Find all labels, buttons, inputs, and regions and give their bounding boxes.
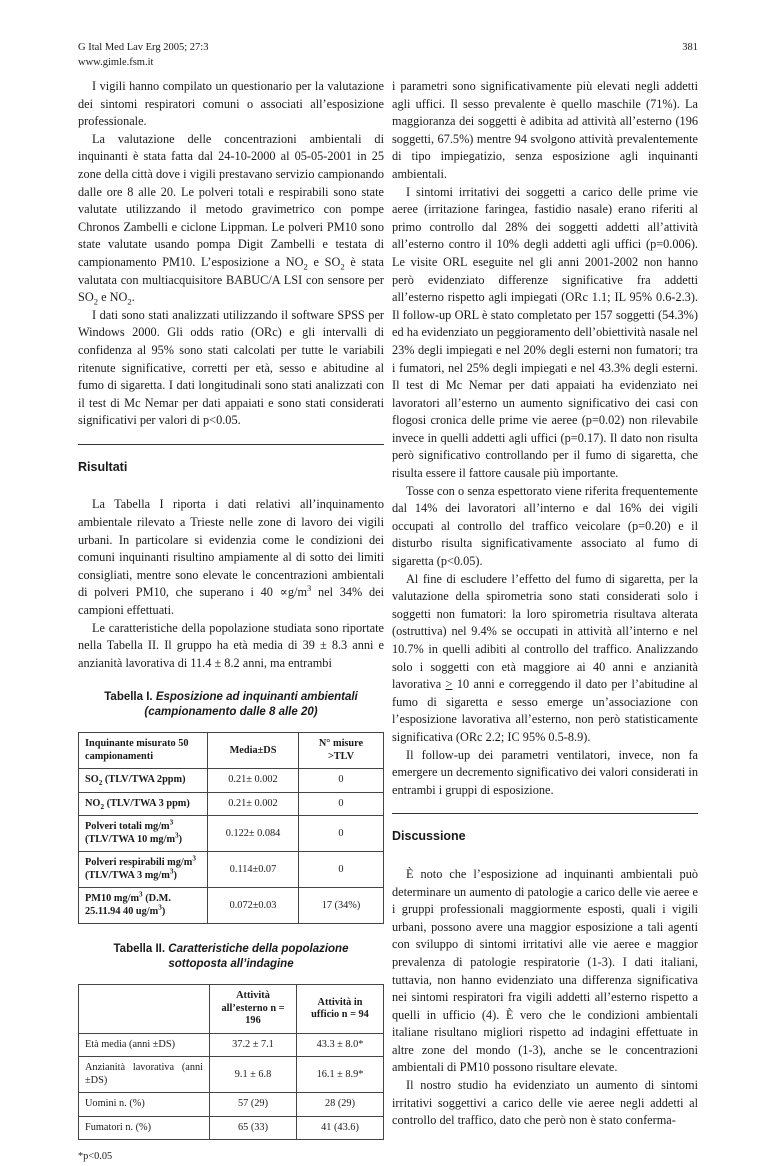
table2: [78, 984, 384, 1140]
table1-caption: Tabella I. Esposizione ad inquinanti ambientali (campionamento dalle 8 alle 20): [104, 691, 358, 719]
table-row: $NO_2$ (TLV/TWA 3 ppm) 0.21± 0.002 0: [79, 792, 384, 816]
paragraph: I sintomi irritativi dei soggetti a carico delle prime vie aeree (irritazione faringea, fastidio nasale) erano riferiti al primo controllo dal 28% dei soggetti addetti all’attività all’esterno contro il 10% degli addetti agli uffici (p=0.006). Le visite ORL eseguite nel gli anni 2001-2002 non hanno però evidenziato differenze significative fra addetti all’esterno rispetto agli impiegati (ORc 1.1; IL 95% 0.6-2.3). Il follow-up ORL è stato completato per 157 soggetti (54.3%) ed ha evidenziato un peggioramento dell’obiettività nasale nel 23% degli impiegati e nel 20% degli esterni non fumatori; tra i fumatori, nel 25% degli impiegati e nel 43.3% degli esterni. Il test di Mc Nemar per dati appaiati ha evidenziato nei lavoratori all’esterno un aumento significativo dei casi con flogosi cronica delle prime vie aeree (p=0.02) non rilevabile invece in quelli addetti agli uffici (p=0.17). Il dato non risulta però significativo controllando per il fumo di sigaretta, che risulta essere il fattore causale più importante.: [392, 184, 698, 481]
left-column: [78, 78, 384, 1166]
paragraph: I vigili hanno compilato un questionario per la valutazione dei sintomi respiratori comuni o associati all’esposizione professionale.: [78, 79, 384, 129]
table1: [78, 732, 384, 924]
paragraph: I dati sono stati analizzati utilizzando il software SPSS per Windows 2000. Gli odds ratio (ORc) e gli intervalli di confidenza al 95% sono stati calcolati per tutte le variabili ritenute significative, corretti per età, sesso e abitudine al fumo di sigaretta. I dati longitudinali sono stati analizzati con il test di Mc Nemar per dati appaiati e sono stati considerati significativi per valori di p<0.05.: [78, 307, 384, 428]
paragraph: Tosse con o senza espettorato viene riferita frequentemente dal 14% dei lavoratori all’interno e dal 16% dei vigili occupati al controllo del traffico veicolare (p=0.20) e il disturbo risulta significativamente associato al fumo di sigaretta (p<0.05).: [392, 483, 698, 569]
paragraph: Le caratteristiche della popolazione studiata sono riportate nella Tabella II. Il gruppo ha età media di 39 ± 8.3 anni e anzianità lavorativa di 11.4 ± 8.2 anni, ma entrambi: [78, 620, 384, 670]
paragraph: Il follow-up dei parametri ventilatori, invece, non fa emergere un decremento significativo dei valori considerati in entrambi i gruppi di esposizione.: [392, 747, 698, 797]
paragraph: Il nostro studio ha evidenziato un aumento di sintomi irritativi soggettivi a carico delle vie aeree negli addetti al controllo del traffico, dato che però non è stato conferma-: [392, 1078, 698, 1128]
table-row: PM10 $mg/m^3$ (D.M. 25.11.94 40 $ug/m^3$) 0.072±0.03 17 (34%): [79, 888, 384, 924]
paragraph: La Tabella I riporta i dati relativi all’inquinamento ambientale rilevato a Trieste nelle zone di lavoro dei vigili urbani. In particolare si evidenzia come le condizioni dei comuni inquinanti risultino ampiamente al di sotto dei limiti consigliati, mentre sono elevate le concentrazioni ambientali di polveri PM10, che superano i $40 \propto g/m^3$ nel 34% dei campioni effettuati.: [78, 497, 384, 618]
table-row: Fumatori n. (%) 65 (33) 41 (43.6): [79, 1116, 384, 1140]
section-heading-discussione: Discussione: [392, 813, 698, 846]
table-header-row: [79, 733, 384, 769]
journal-citation: G Ital Med Lav Erg 2005; 27:3: [78, 42, 209, 53]
table-header-cell: Attività in ufficio n = 94: [297, 985, 384, 1034]
table-row: Uomini n. (%) 57 (29) 28 (29): [79, 1093, 384, 1117]
table2-caption: Tabella II. Caratteristiche della popolazione sottoposta all’indagine: [113, 943, 349, 971]
table-header-row: [79, 985, 384, 1034]
table-header-cell: Inquinante misurato 50 campionamenti: [79, 733, 208, 769]
table-row: Età media (anni ±DS) 37.2 ± 7.1 43.3 ± 8.0*: [79, 1033, 384, 1057]
table-header-cell: [79, 985, 210, 1034]
right-column: [392, 78, 698, 1130]
table2-footnote: *p<0.05: [78, 1151, 113, 1163]
paragraph: i parametri sono significativamente più elevati negli addetti agli uffici. Il sesso prevalente è quello maschile (71%). La maggioranza dei soggetti è adibita ad attività all’esterno (196 soggetti, 67.5%) mentre 94 svolgono attività prevalentemente di tipo impiegatizio, senza esposizione agli inquinanti ambientali.: [392, 79, 698, 181]
running-header: [78, 40, 208, 70]
paragraph: È noto che l’esposizione ad inquinanti ambientali può determinare un aumento di patologie a carico delle vie aeree e i gruppi professionali maggiormente esposti, quali i vigili urbani, possono avere una maggior esposizione a tali agenti con sviluppo di sintomi irritativi alle vie aeree e maggior prevalenza di patologie respiratorie (1-3). I dati italiani, tuttavia, non hanno evidenziato una differenza significativa nei sintomi respiratori fra vigili addetti all’esterno rispetto a quelli in ufficio (4). È vero che le condizioni ambientali italiane risultano migliori rispetto ad indagini effettuate in altre zone del mondo (1-3), anche se le concentrazioni ambientali di PM10 possono risultare elevate.: [392, 866, 698, 1075]
paragraph: Al fine di escludere l’effetto del fumo di sigaretta, per la valutazione della spirometria sono stati considerati solo i soggetti non fumatori: la loro spirometria risultava alterata (ostruttiva) nel 9.4% se occupati in attività all’interno e nel 10.7% in quelli adibiti al controllo del traffico. Analizzando solo i soggetti con età maggiore ai 40 anni e anzianità lavorativa > 10 anni e correggendo il dato per l’abitudine al fumo di sigaretta e sesso emerge un’associazione con l’esposizione lavorativa all’esterno, non però statisticamente significativa (ORc 2.2; IC 95% 0.5-8.9).: [392, 571, 698, 744]
paragraph: La valutazione delle concentrazioni ambientali di inquinanti è stata fatta dal 24-10-2000 al 05-05-2001 in 25 zone della città dove i vigili prestavano servizio campionando dalle ore 8 alle 20. Le polveri totali e respirabili sono state valutate utilizzando il metodo gravimetrico con pompe Chronos Zambelli e ciclone Lippman. Le polveri PM10 sono state valutate usando pompa Digit Zambelli e testata di campionamento PM10. L’esposizione a $NO_2$ e $SO_2$ è stata valutata con multiacquisitore BABUC/A LSI con sensore per $SO_2$ e $NO_2$.: [78, 131, 384, 307]
table-row: Polveri respirabili $mg/m^3$ (TLV/TWA 3 $mg/m^3$) 0.114±0.07 0: [79, 852, 384, 888]
table-header-cell: Attività all’esterno n = 196: [210, 985, 297, 1034]
table-header-cell: Media±DS: [208, 733, 299, 769]
section-heading-risultati: Risultati: [78, 444, 384, 477]
table-row: Polveri totali $mg/m^3$ (TLV/TWA 10 $mg/m^3$) 0.122± 0.084 0: [79, 816, 384, 852]
page-number: 381: [682, 42, 698, 53]
table-header-cell: N° misure >TLV: [299, 733, 384, 769]
journal-url[interactable]: www.gimle.fsm.it: [78, 57, 154, 68]
table-row: $SO_2$ (TLV/TWA 2ppm) 0.21± 0.002 0: [79, 769, 384, 793]
table-row: Anzianità lavorativa (anni ±DS) 9.1 ± 6.8 16.1 ± 8.9*: [79, 1057, 384, 1093]
